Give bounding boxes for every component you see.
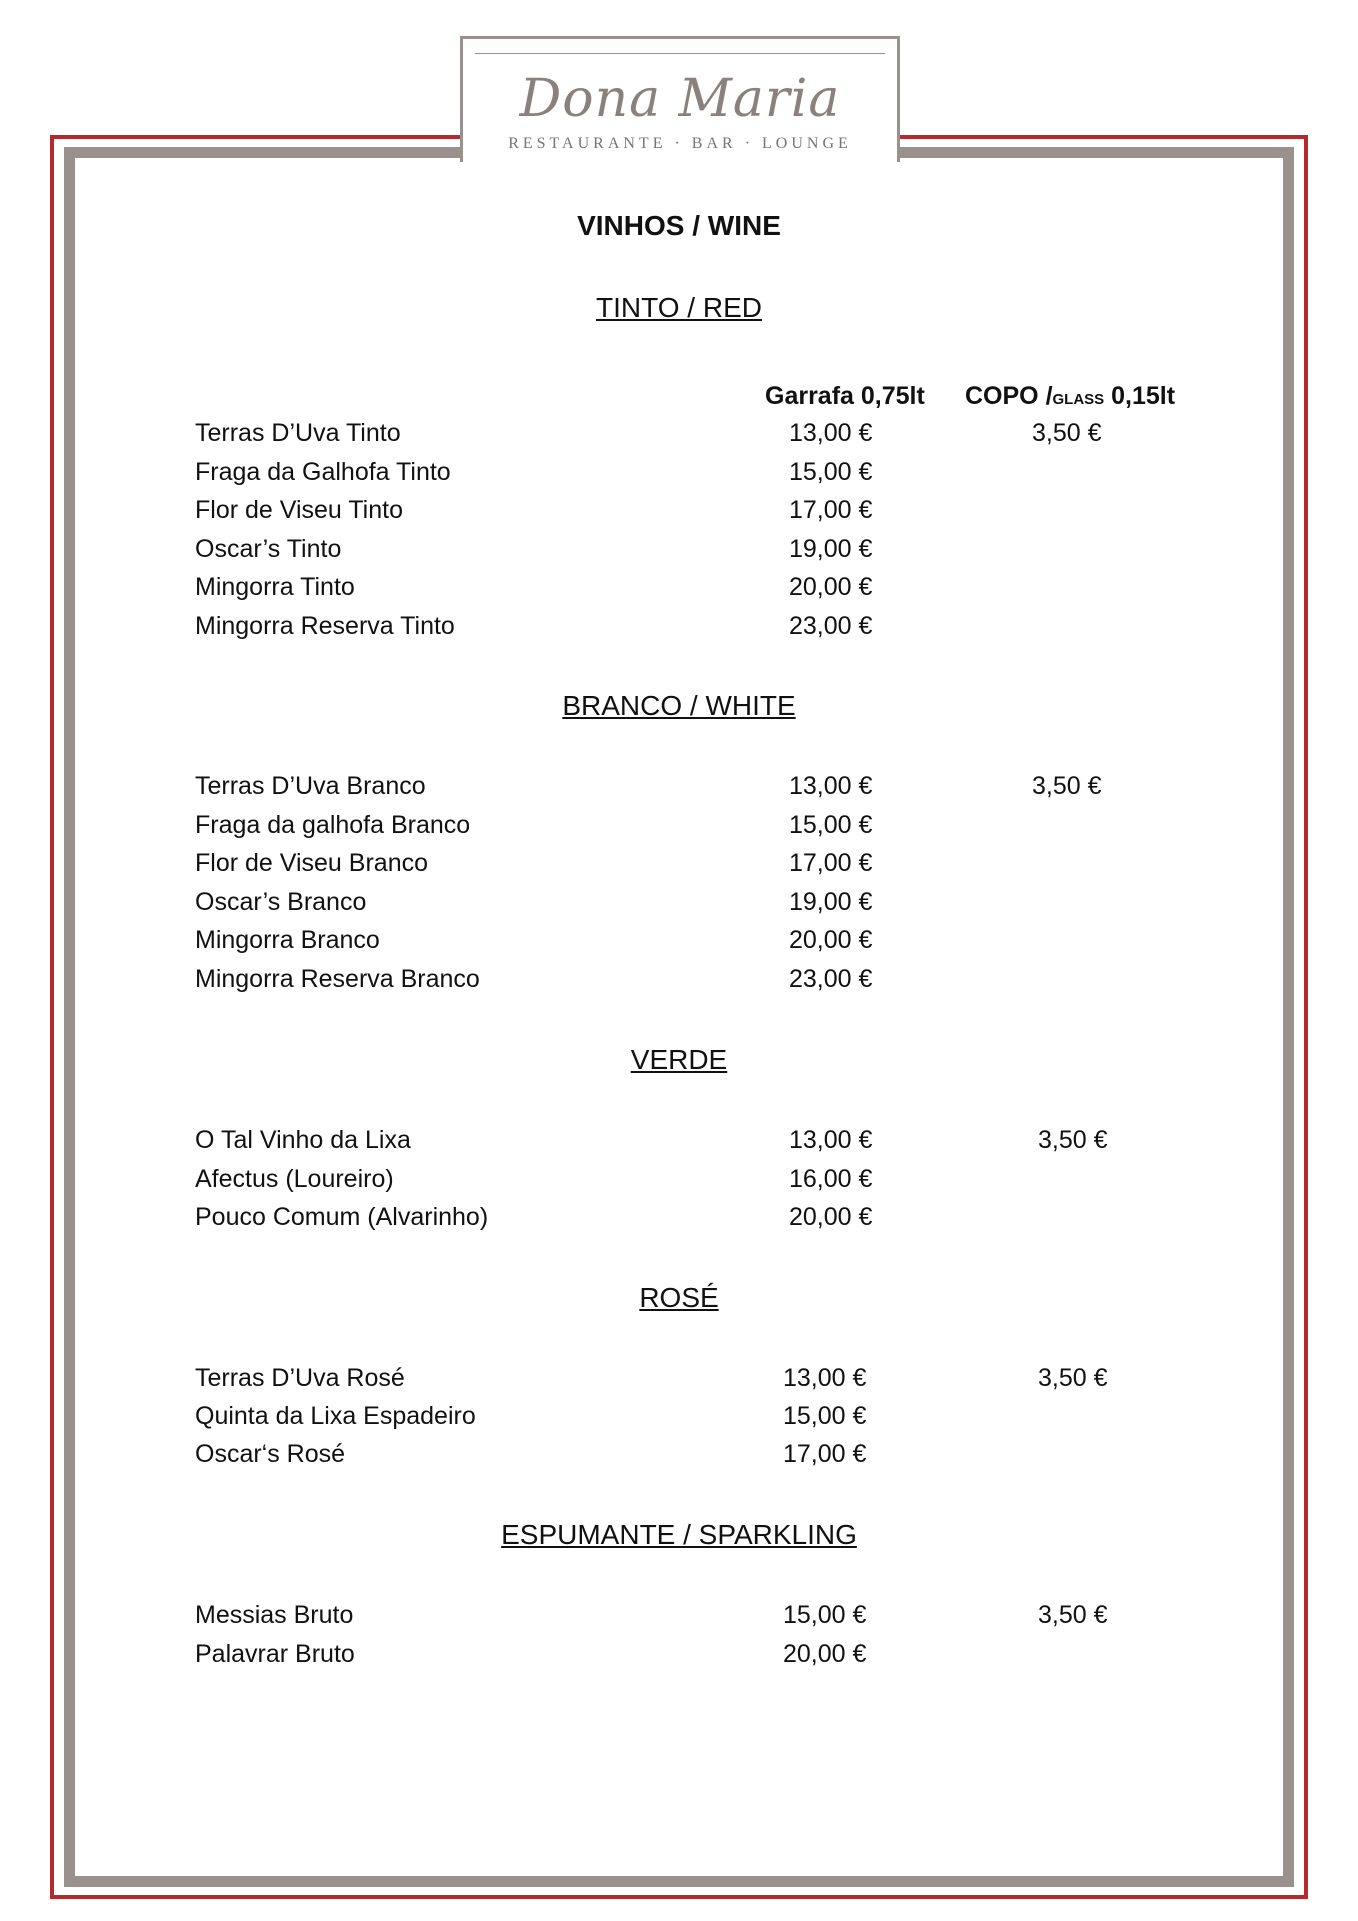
bottle-price: 20,00 € xyxy=(783,1640,867,1668)
glass-header-suffix: 0,15lt xyxy=(1104,382,1176,410)
bottle-price: 13,00 € xyxy=(789,419,873,447)
restaurant-logo xyxy=(460,36,900,162)
bottle-price: 23,00 € xyxy=(789,612,873,640)
section-title: ROSÉ xyxy=(639,1282,719,1313)
glass-header-prefix: COPO / xyxy=(965,382,1053,410)
bottle-price: 17,00 € xyxy=(783,1440,867,1468)
menu-item xyxy=(0,888,1358,922)
wine-name: Pouco Comum (Alvarinho) xyxy=(195,1203,489,1232)
menu-item xyxy=(0,496,1358,530)
menu-item xyxy=(0,1203,1358,1237)
logo-subtitle: RESTAURANTE · BAR · LOUNGE xyxy=(508,135,852,152)
menu-item xyxy=(0,573,1358,607)
bottle-price: 15,00 € xyxy=(789,810,873,839)
section-title: ESPUMANTE / SPARKLING xyxy=(501,1519,857,1550)
menu-item xyxy=(0,965,1358,999)
bottle-price: 13,00 € xyxy=(789,1126,873,1154)
wine-name: Mingorra Reserva Branco xyxy=(195,965,480,993)
menu-item xyxy=(0,772,1358,806)
wine-name: Terras D’Uva Tinto xyxy=(195,419,401,447)
wine-name: Afectus (Loureiro) xyxy=(195,1164,394,1193)
wine-name: Mingorra Branco xyxy=(195,926,380,955)
bottle-price: 17,00 € xyxy=(789,849,873,878)
wine-name: Quinta da Lixa Espadeiro xyxy=(195,1402,476,1430)
section-title: VERDE xyxy=(630,1044,728,1075)
section-title: TINTO / RED xyxy=(596,292,762,323)
bottle-price: 19,00 € xyxy=(789,534,873,563)
wine-name: Terras D’Uva Rosé xyxy=(195,1364,405,1392)
glass-header-small: GLASS xyxy=(1052,391,1105,408)
glass-price: 3,50 € xyxy=(1032,772,1102,800)
glass-price: 3,50 € xyxy=(1038,1126,1108,1154)
wine-name: Terras D’Uva Branco xyxy=(195,772,426,800)
section-title: BRANCO / WHITE xyxy=(562,690,796,721)
logo-name: Dona Maria xyxy=(519,69,841,129)
bottle-price: 17,00 € xyxy=(789,496,873,525)
menu-item xyxy=(0,419,1358,453)
menu-item xyxy=(0,926,1358,960)
glass-price: 3,50 € xyxy=(1038,1601,1108,1629)
bottle-price: 15,00 € xyxy=(783,1601,867,1629)
bottle-price: 19,00 € xyxy=(789,887,873,916)
wine-name: Oscar’s Branco xyxy=(195,887,367,916)
wine-name: Fraga da galhofa Branco xyxy=(195,810,471,839)
bottle-column-header: Garrafa 0,75lt xyxy=(765,382,925,410)
wine-name: Fraga da Galhofa Tinto xyxy=(195,457,451,486)
wine-name: Flor de Viseu Tinto xyxy=(195,496,403,525)
bottle-price: 16,00 € xyxy=(789,1164,873,1193)
menu-item xyxy=(0,535,1358,569)
glass-price: 3,50 € xyxy=(1032,419,1102,447)
wine-name: Flor de Viseu Branco xyxy=(195,849,428,878)
bottle-price: 13,00 € xyxy=(789,772,873,800)
menu-item xyxy=(0,1126,1358,1160)
menu-item xyxy=(0,1165,1358,1199)
menu-item xyxy=(0,1402,1358,1436)
menu-item xyxy=(0,1640,1358,1674)
wine-name: Messias Bruto xyxy=(195,1601,354,1629)
bottle-price: 15,00 € xyxy=(783,1402,867,1430)
menu-item xyxy=(0,1601,1358,1635)
menu-item xyxy=(0,1440,1358,1474)
glass-column-header xyxy=(965,382,1175,411)
wine-name: Mingorra Tinto xyxy=(195,573,355,602)
page-title: VINHOS / WINE xyxy=(577,210,781,241)
menu-item xyxy=(0,849,1358,883)
menu-item xyxy=(0,1364,1358,1398)
glass-price: 3,50 € xyxy=(1038,1364,1108,1392)
bottle-price: 20,00 € xyxy=(789,926,873,955)
bottle-price: 20,00 € xyxy=(789,573,873,602)
bottle-price: 15,00 € xyxy=(789,457,873,486)
wine-name: Oscar’s Tinto xyxy=(195,534,342,563)
bottle-price: 13,00 € xyxy=(783,1364,867,1392)
logo-divider xyxy=(475,53,885,54)
bottle-price: 20,00 € xyxy=(789,1203,873,1232)
wine-name: O Tal Vinho da Lixa xyxy=(195,1126,411,1154)
wine-name: Oscar‘s Rosé xyxy=(195,1440,346,1468)
wine-name: Palavrar Bruto xyxy=(195,1640,355,1668)
wine-name: Mingorra Reserva Tinto xyxy=(195,612,455,640)
menu-item xyxy=(0,458,1358,492)
menu-item xyxy=(0,811,1358,845)
menu-item xyxy=(0,612,1358,646)
bottle-price: 23,00 € xyxy=(789,965,873,993)
